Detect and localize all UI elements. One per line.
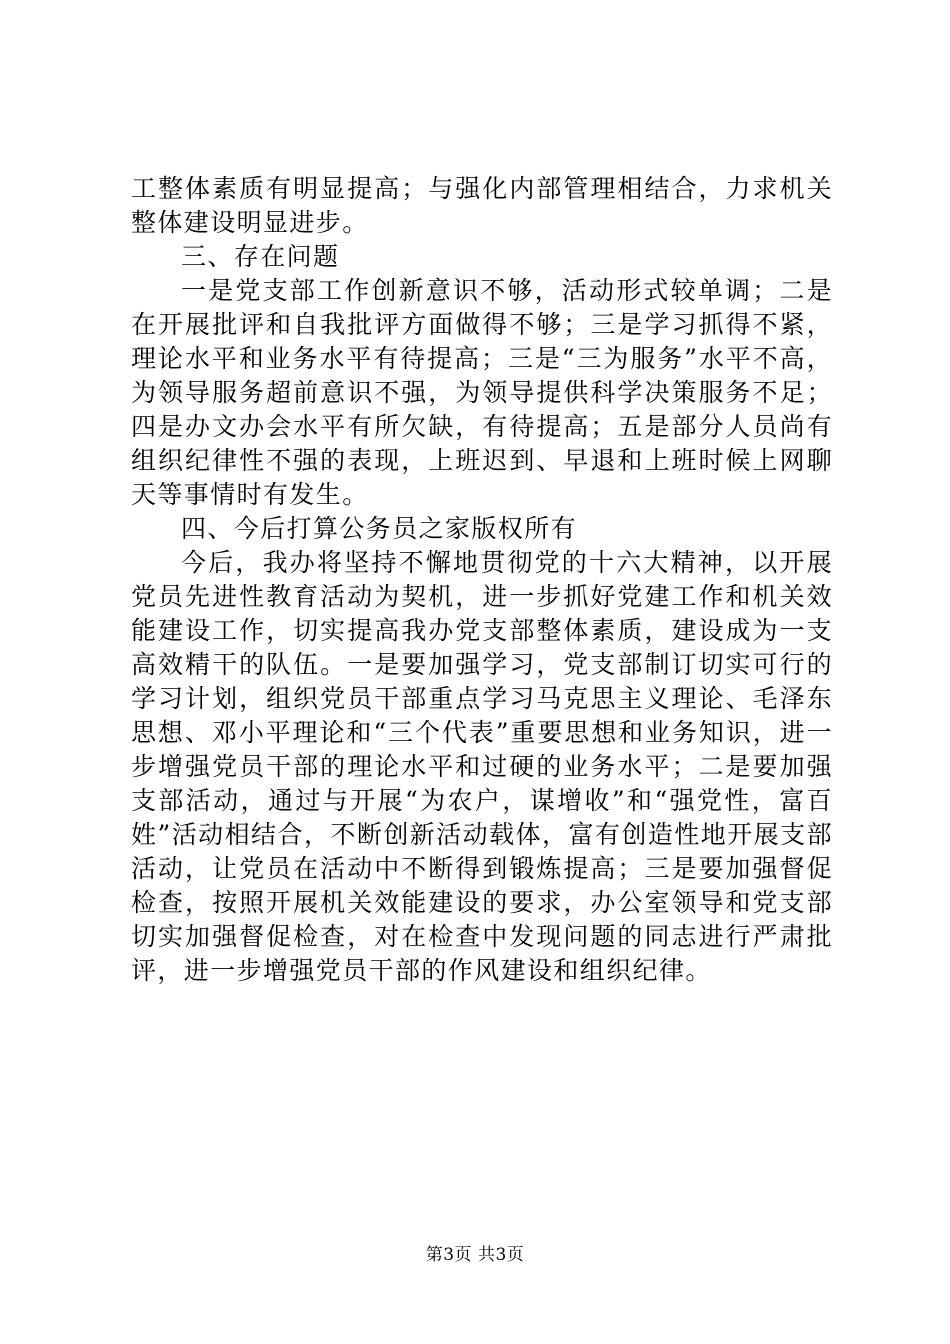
paragraph-plans: 今后，我办将坚持不懈地贯彻党的十六大精神，以开展党员先进性教育活动为契机，进一步抓好党建工作和机关效能建设工作，切实提高我办党支部整体素质，建设成为一支高效精干的队伍。一是要加强学习，党支部制订切实可行的学习计划，组织党员干部重点学习马克思主义理论、毛泽东思想、邓小平理论和“三个代表”重要思想和业务知识，进一步增强党员干部的理论水平和过硬的业务水平；二是要加强支部活动，通过与开展“为农户，谋增收”和“强党性，富百姓”活动相结合，不断创新活动载体，富有创造性地开展支部活动，让党员在活动中不断得到锻炼提高；三是要加强督促检查，按照开展机关效能建设的要求，办公室领导和党支部切实加强督促检查，对在检查中发现问题的同志进行严肃批评，进一步增强党员干部的作风建设和组织纪律。 [131,548,833,985]
paragraph-continuation: 工整体素质有明显提高；与强化内部管理相结合，力求机关整体建设明显进步。 [131,174,833,237]
paragraph-problems: 一是党支部工作创新意识不够，活动形式较单调；二是在开展批评和自我批评方面做得不够；三是学习抓得不紧，理论水平和业务水平有待提高；三是“三为服务”水平不高，为领导服务超前意识不强，为领导提供科学决策服务不足；四是办文办会水平有所欠缺，有待提高；五是部分人员尚有组织纪律性不强的表现，上班迟到、早退和上班时候上网聊天等事情时有发生。 [131,276,833,509]
section-heading-plans: 四、今后打算公务员之家版权所有 [181,514,578,543]
page-footer: 第3页 共3页 [425,1245,525,1265]
section-heading-problems: 三、存在问题 [181,242,340,271]
document-body [131,172,833,988]
